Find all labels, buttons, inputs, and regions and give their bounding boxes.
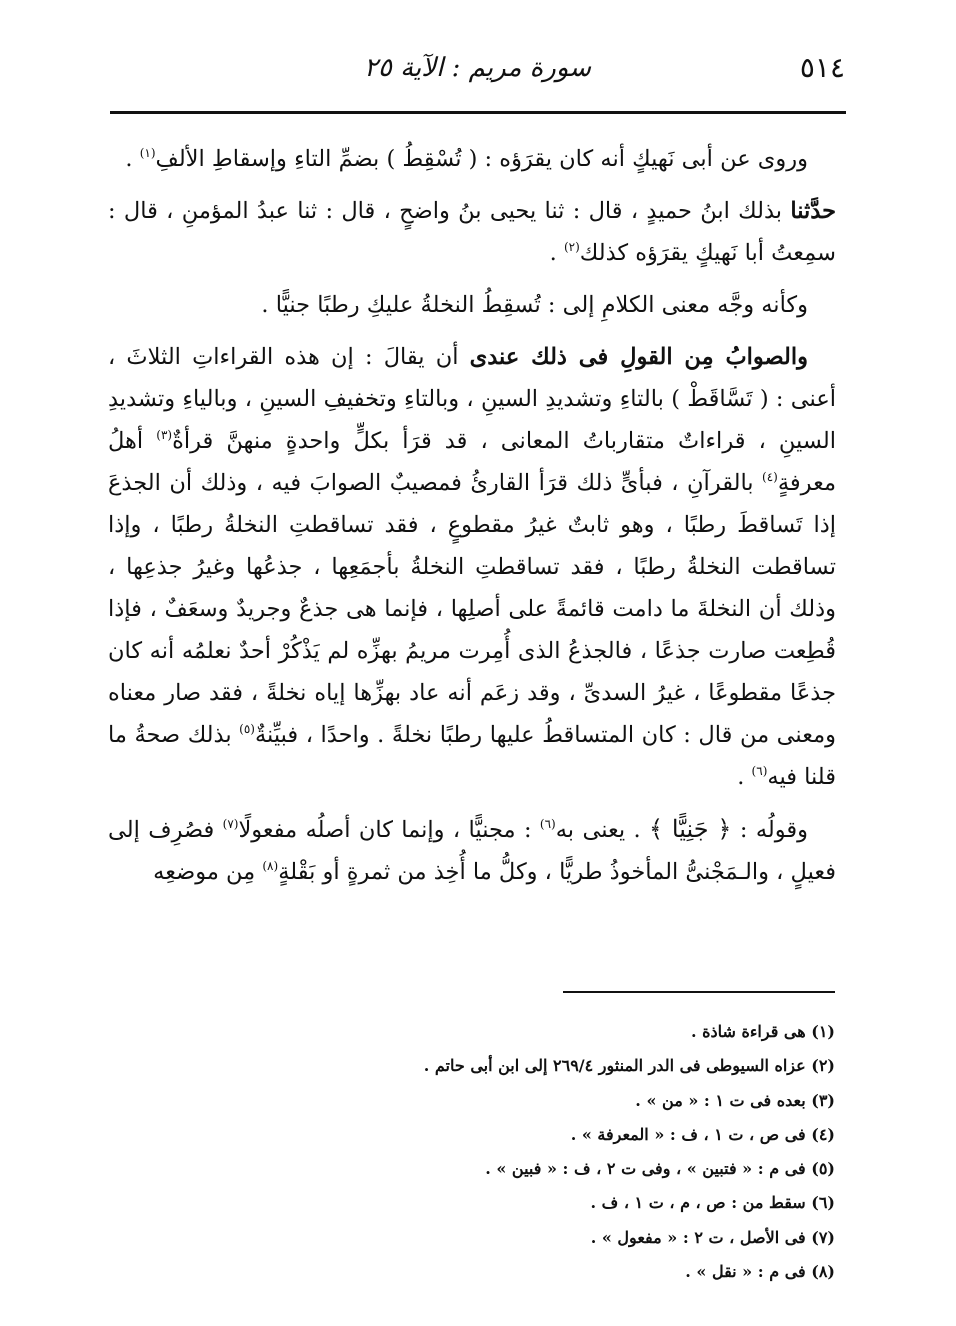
footnote-marker: (٤) [762, 470, 778, 484]
text-run: أن يقالَ : إن هذه القراءاتِ الثلاثَ ، أعنى : ( تَسَّاقَطْ ) بالتاءِ وتشديدِ السينِ ، وبالتاءِ وتخفيفِ السينِ ، وبالياءِ وتشديدِ السينِ ، قراءاتٌ متقارباتُ المعانى ، قد قرَأ بكلٍّ واحدةٍ منهنَّ قرأةٌ [108, 344, 837, 454]
footnote-line: (٨) فى م : « نقل » . [685, 1262, 835, 1282]
text-run: . [125, 146, 140, 172]
text-run: أهلُ معرفةٍ [108, 428, 836, 496]
footnote-marker: (٦) [539, 817, 556, 831]
footnote-marker: (٣) [156, 428, 173, 442]
text-run: . يعنى به [555, 817, 650, 843]
paragraph [108, 284, 836, 326]
quranic-quote: ﴿ جَنِيًّا ﴾ [649, 815, 732, 843]
bold-phrase: والصوابُ مِن القولِ فى ذلك عندى [469, 344, 808, 370]
paragraph [108, 190, 836, 274]
text-run: وقولُه : [731, 817, 808, 843]
paragraph [108, 336, 836, 798]
footnote-line: (٣) بعده فى ت ١ : « من » . [635, 1090, 835, 1110]
footnote-line: (٢) عزاه السيوطى فى الدر المنثور ٢٦٩/٤ إلى ابن أبى حاتم . [423, 1056, 835, 1076]
main-text [108, 138, 836, 893]
text-run: بالقرآنِ ، فبأىٍّ ذلك قرَأ القارئُ فمصيبٌ الصوابَ فيه ، وذلك أن الجذعَ إذا تَساقطَ رطبًا ، وهو ثابتٌ غيرُ مقطوعٍ ، فقد تساقطتِ النخلةُ رطبًا ، وإذا تساقطت النخلةُ رطبًا ، فقد تساقطتِ النخلةُ بأجمَعِها ، جذعُها وغيرُ جذعِها ، وذلك أن النخلةَ ما دامت قائمةً على أصلِها ، فإنما هى جذعٌ وجريدٌ وسعَفٌ ، فإذا قُطِعت صارت جذعًا ، فالجذعُ الذى أُمِرت مريمُ بهزِّه لم يَذْكُرْ أحدٌ نعلمُه أنه كان جذعًا مقطوعًا ، غيرُ السدىِّ ، وقد زعَم أنه عاد بهزِّها إياه نخلةً ، فقد صار معناه ومعنى من قال : كان المتساقطُ عليها رطبًا نخلةً . واحدًا ، فبيِّنةٌ [108, 470, 836, 748]
text-run: بذلك صحةُ ما قلنا فيه [108, 722, 836, 790]
footnote-line: (٧) فى الأصل ، ت ٢ : « مفعول » . [590, 1227, 835, 1247]
footnote-line: (٤) فى ص ، ت ١ ، ف : « المعرفة » . [570, 1124, 835, 1144]
text-run: مِن موضعِه [153, 859, 263, 885]
footnote-marker: (٥) [239, 722, 255, 736]
footnote-marker: (١) [139, 146, 156, 160]
footnote-marker: (٦) [751, 764, 768, 778]
paragraph [108, 138, 836, 180]
paragraph [108, 808, 836, 893]
text-run: وروى عن أبى نَهيكٍ أنه كان يقرَؤه : ( تُسْقِطُ ) بضمِّ التاءِ وإسقاطِ الألفِ [155, 146, 808, 172]
text-run: فصُرِف إلى فعيلٍ ، والـمَجْنىُّ المأخوذُ طريًّا ، وكلُّ ما أُخِذ من ثمرةٍ أو بَقْلةٍ [108, 817, 836, 885]
footnote-marker: (٨) [262, 859, 279, 873]
footnote-line: (٥) فى م : « فتبين » ، وفى ت ٢ ، ف : « فبين » . [485, 1159, 835, 1179]
footnote-line: (١) هى قراءة شاذة . [691, 1022, 835, 1041]
bold-phrase: حدَّثنا [790, 198, 836, 224]
text-run: بذلك ابنُ حميدٍ ، قال : ثنا يحيى بنُ واضحٍ ، قال : ثنا عبدُ المؤمنِ ، قال : سمِعتُ أبا نَهيكٍ يقرَؤه كذلك [108, 198, 836, 266]
footnote-line: (٦) سقط من : ص ، م ، ت ١ ، ف . [590, 1193, 835, 1213]
footnotes [125, 1015, 835, 1289]
text-run: . [737, 764, 752, 790]
header-rule [110, 111, 846, 114]
text-run: وكأنه وجَّه معنى الكلامِ إلى : تُسقِطُ النخلةُ عليكِ رطبًا جنيًّا . [261, 292, 808, 318]
footnote-marker: (٢) [563, 240, 580, 254]
page-header [110, 50, 845, 90]
text-run: : مجنيًّا ، وإنما كان أصلُه مفعولًا [238, 817, 540, 843]
page-number: ٥١٤ [799, 51, 845, 84]
footnote-marker: (٧) [222, 817, 239, 831]
text-run: . [549, 240, 564, 266]
running-head: سورة مريم : الآية ٢٥ [363, 53, 592, 83]
footnote-rule [563, 991, 835, 993]
